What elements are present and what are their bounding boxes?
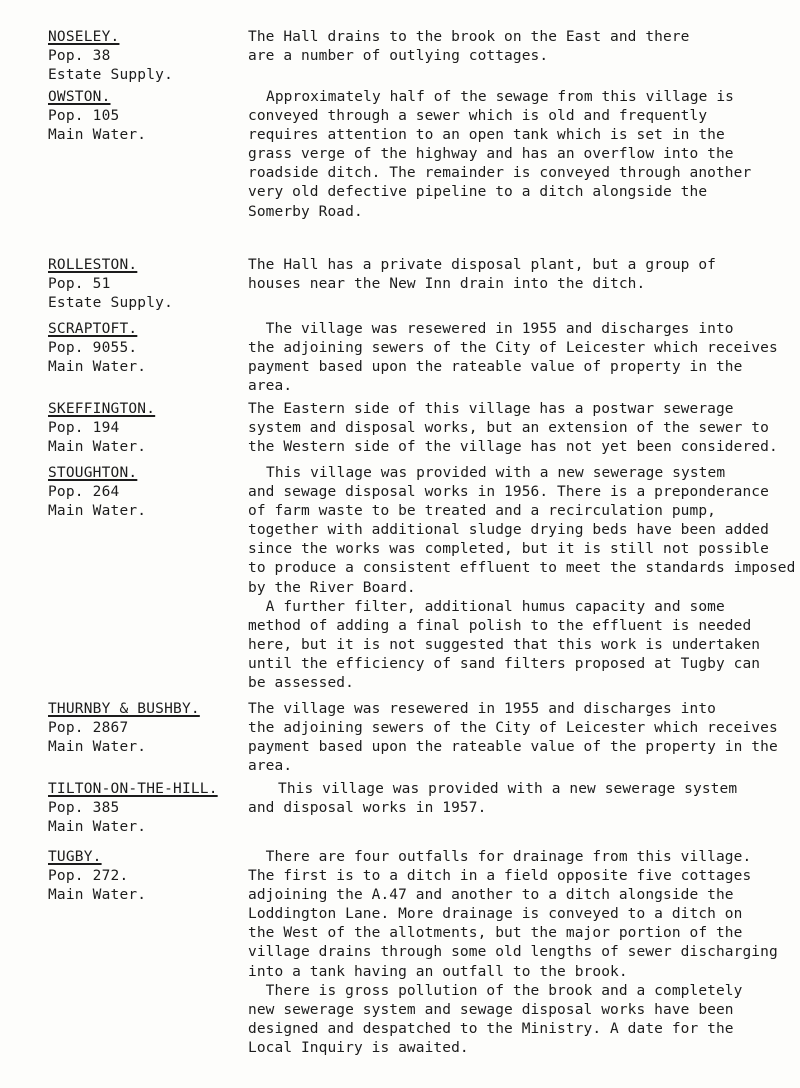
text-line: The first is to a ditch in a field opposite five cottages [248, 868, 752, 885]
population: Pop. 9055. [48, 340, 138, 356]
village-name: STOUGHTON. [48, 465, 138, 481]
entry-text [248, 464, 796, 693]
text-line: of farm waste to be treated and a recirculation pump, [248, 503, 716, 520]
text-line: conveyed through a sewer which is old and frequently [248, 108, 708, 125]
text-line: requires attention to an open tank which is set in the [248, 127, 725, 144]
text-line: payment based upon the rateable value of property in the [248, 359, 743, 376]
village-name: SKEFFINGTON. [48, 401, 156, 417]
village-name: TUGBY. [48, 849, 102, 865]
entry-meta [48, 28, 238, 85]
water-supply: Main Water. [48, 359, 147, 375]
text-line: area. [248, 758, 293, 775]
text-line: are a number of outlying cottages. [248, 48, 549, 65]
population: Pop. 2867 [48, 720, 129, 736]
text-line: new sewerage system and sewage disposal works have been [248, 1001, 734, 1018]
text-line: until the efficiency of sand filters proposed at Tugby can [248, 655, 761, 672]
entry-text [248, 400, 788, 457]
entry-text [248, 848, 788, 1058]
text-line: There is gross pollution of the brook and a completely [248, 982, 743, 999]
village-name: THURNBY & BUSHBY. [48, 701, 200, 717]
text-line: The Hall drains to the brook on the East and there [248, 29, 690, 45]
text-line: very old defective pipeline to a ditch alongside the [248, 184, 708, 201]
population: Pop. 194 [48, 420, 120, 436]
village-name: SCRAPTOFT. [48, 321, 138, 337]
entry-text [248, 780, 800, 818]
text-line: the adjoining sewers of the City of Leicester which receives [248, 340, 778, 357]
entry-meta [48, 320, 238, 377]
water-supply: Estate Supply. [48, 67, 174, 83]
text-line: The village was resewered in 1955 and discharges into [248, 701, 716, 717]
text-line: Local Inquiry is awaited. [248, 1039, 469, 1056]
text-line: system and disposal works, but an extension of the sewer to [248, 420, 769, 437]
population: Pop. 272. [48, 868, 129, 884]
population: Pop. 38 [48, 48, 111, 64]
entry-meta [48, 256, 238, 313]
text-line: village drains through some old lengths of sewer discharging [248, 944, 778, 961]
text-line: houses near the New Inn drain into the ditch. [248, 276, 646, 293]
text-line: into a tank having an outfall to the brook. [248, 963, 628, 980]
text-line: the West of the allotments, but the major portion of the [248, 925, 743, 942]
entry-meta [48, 400, 238, 457]
text-line: The village was resewered in 1955 and discharges into [248, 321, 734, 337]
text-line: Loddington Lane. More drainage is conveyed to a ditch on [248, 906, 743, 923]
text-line: designed and despatched to the Ministry. A date for the [248, 1020, 734, 1037]
entry-meta [48, 780, 238, 837]
entry-text [248, 88, 788, 222]
text-line: This village was provided with a new sewerage system [266, 465, 726, 481]
text-line: the Western side of the village has not yet been considered. [248, 439, 778, 456]
entry-text [248, 320, 788, 396]
text-line: A further filter, additional humus capacity and some [248, 598, 725, 615]
population: Pop. 105 [48, 108, 120, 124]
water-supply: Main Water. [48, 819, 147, 835]
text-line: together with additional sludge drying beds have been added [248, 522, 769, 539]
population: Pop. 51 [48, 276, 111, 292]
water-supply: Main Water. [48, 127, 147, 143]
text-line: The Hall has a private disposal plant, but a group of [248, 257, 716, 273]
text-line: area. [248, 378, 293, 395]
text-line: The Eastern side of this village has a postwar sewerage [248, 401, 734, 417]
text-line: There are four outfalls for drainage from this village. [248, 849, 752, 865]
text-line: Approximately half of the sewage from this village is [266, 89, 734, 105]
entry-text [248, 700, 788, 776]
text-line: This village was provided with a new sewerage system [278, 781, 738, 797]
water-supply: Main Water. [48, 739, 147, 755]
water-supply: Main Water. [48, 503, 147, 519]
text-line: method of adding a final polish to the effluent is needed [248, 617, 752, 634]
village-name: TILTON-ON-THE-HILL. [48, 781, 218, 797]
entry-text [248, 256, 788, 294]
text-line: Somerby Road. [248, 203, 363, 220]
text-line: since the works was completed, but it is still not possible [248, 541, 769, 558]
entry-text [248, 28, 788, 66]
text-line: the adjoining sewers of the City of Leicester which receives [248, 720, 778, 737]
population: Pop. 385 [48, 800, 120, 816]
text-line: roadside ditch. The remainder is conveyed through another [248, 165, 752, 182]
text-line: and sewage disposal works in 1956. There is a preponderance [248, 484, 769, 501]
text-line: adjoining the A.47 and another to a ditch alongside the [248, 887, 734, 904]
water-supply: Estate Supply. [48, 295, 174, 311]
population: Pop. 264 [48, 484, 120, 500]
text-line: by the River Board. [248, 579, 416, 596]
water-supply: Main Water. [48, 887, 147, 903]
entry-meta [48, 700, 238, 757]
entry-meta [48, 88, 238, 145]
water-supply: Main Water. [48, 439, 147, 455]
entry-meta [48, 848, 238, 905]
text-line: grass verge of the highway and has an overflow into the [248, 146, 734, 163]
entry-meta [48, 464, 238, 521]
village-name: ROLLESTON. [48, 257, 138, 273]
text-line: to produce a consistent effluent to meet the standards imposed [248, 560, 796, 577]
text-line: payment based upon the rateable value of the property in the [248, 739, 778, 756]
village-name: OWSTON. [48, 89, 111, 105]
text-line: be assessed. [248, 675, 354, 692]
text-line: here, but it is not suggested that this work is undertaken [248, 636, 761, 653]
text-line: and disposal works in 1957. [248, 800, 487, 817]
village-name: NOSELEY. [48, 29, 120, 45]
